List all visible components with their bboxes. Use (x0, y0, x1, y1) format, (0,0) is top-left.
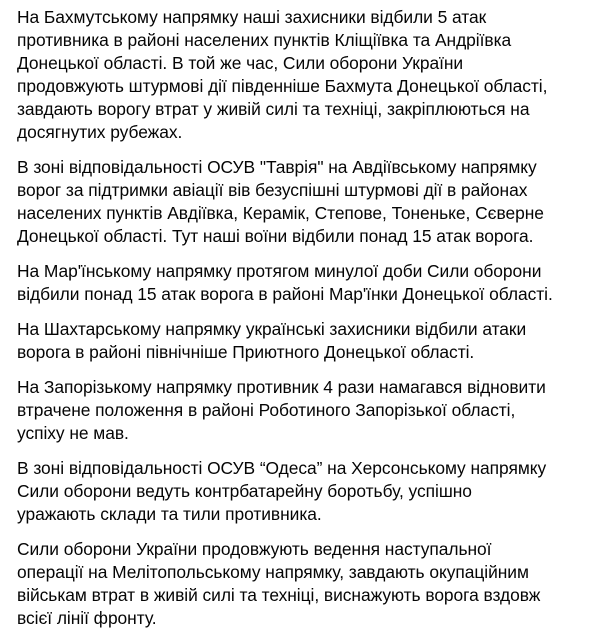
text-line: населених пунктів Авдіївка, Керамік, Степове, Тоненьке, Сєверне (17, 203, 544, 223)
text-line: уражають склади та тили противника. (17, 504, 322, 524)
text-line: Сили оборони ведуть контрбатарейну боротьбу, успішно (17, 481, 472, 501)
paragraph-tavria (17, 156, 599, 248)
text-line: досягнутих рубежах. (17, 122, 183, 142)
text-line: В зоні відповідальності ОСУВ "Таврія" на Авдіївському напрямку (17, 157, 537, 177)
paragraph-odesa (17, 457, 599, 526)
paragraph-melitopol (17, 538, 599, 630)
text-line: завдають ворогу втрат у живій силі та техніці, закріплюються на (17, 99, 530, 119)
post-text-body (17, 6, 599, 642)
text-line: противника в районі населених пунктів Кліщіївка та Андріївка (17, 30, 512, 50)
paragraph-zaporizhzhia (17, 376, 599, 445)
text-line: На Бахмутському напрямку наші захисники відбили 5 атак (17, 7, 487, 27)
text-line: успіху не мав. (17, 423, 129, 443)
text-line: втрачене положення в районі Роботиного Запорізької області, (17, 400, 516, 420)
text-line: На Шахтарському напрямку українські захисники відбили атаки (17, 319, 527, 339)
text-line: військам втрат в живій силі та техніці, виснажують ворога вздовж (17, 585, 541, 605)
paragraph-marinka (17, 260, 599, 306)
text-line: Донецької області. В той же час, Сили оборони України (17, 53, 464, 73)
text-line: Сили оборони України продовжують ведення наступальної (17, 539, 492, 559)
paragraph-shakhtarsk (17, 318, 599, 364)
text-line: продовжують штурмові дії південніше Бахмута Донецької області, (17, 76, 548, 96)
text-line: На Мар'їнському напрямку протягом минулої доби Сили оборони (17, 261, 542, 281)
text-line: На Запорізькому напрямку противник 4 рази намагався відновити (17, 377, 546, 397)
text-line: ворога в районі північніше Приютного Донецької області. (17, 342, 475, 362)
text-line: ворог за підтримки авіації вів безуспішні штурмові дії в районах (17, 180, 528, 200)
text-line: В зоні відповідальності ОСУВ “Одеса” на Херсонському напрямку (17, 458, 547, 478)
text-line: відбили понад 15 атак ворога в районі Мар'їнки Донецької області. (17, 284, 553, 304)
text-line: Донецької області. Тут наші воїни відбили понад 15 атак ворога. (17, 226, 534, 246)
text-line: операції на Мелітопольському напрямку, завдають окупаційним (17, 562, 529, 582)
paragraph-bakhmut (17, 6, 599, 144)
text-line: всієї лінії фронту. (17, 608, 157, 628)
